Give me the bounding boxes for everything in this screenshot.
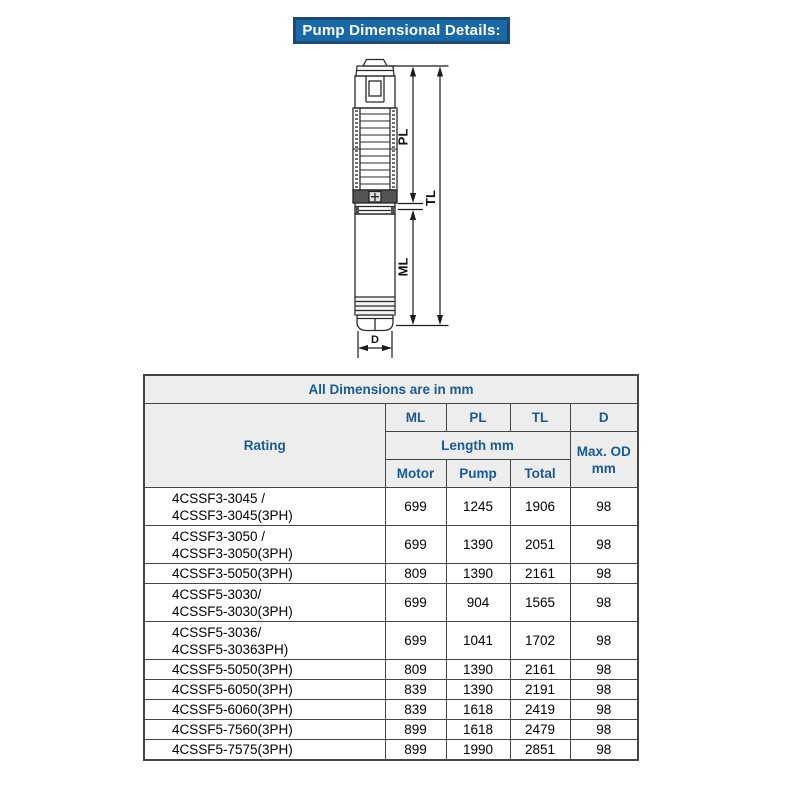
- ml-value: 839: [385, 700, 446, 720]
- table-row: [144, 740, 638, 761]
- length-mm-header: Length mm: [385, 432, 570, 460]
- table-row: [144, 564, 638, 584]
- d-value: 98: [570, 740, 638, 761]
- table-row: [144, 584, 638, 622]
- ml-value: 699: [385, 584, 446, 622]
- pl-value: 1990: [446, 740, 510, 761]
- table-row: [144, 660, 638, 680]
- ml-value: 899: [385, 740, 446, 761]
- motor-header: Motor: [385, 460, 446, 488]
- d-value: 98: [570, 488, 638, 526]
- ml-value: 699: [385, 526, 446, 564]
- pl-value: 1245: [446, 488, 510, 526]
- tl-value: 1906: [510, 488, 570, 526]
- rating-cell: 4CSSF5-5050(3PH): [144, 660, 385, 680]
- page-title: Pump Dimensional Details:: [293, 17, 510, 44]
- dimensions-table: [143, 374, 639, 761]
- tl-value: 2479: [510, 720, 570, 740]
- table-row: [144, 700, 638, 720]
- pl-value: 904: [446, 584, 510, 622]
- ml-value: 899: [385, 720, 446, 740]
- rating-cell: 4CSSF5-7560(3PH): [144, 720, 385, 740]
- rating-cell: 4CSSF5-6050(3PH): [144, 680, 385, 700]
- pl-value: 1390: [446, 660, 510, 680]
- d-value: 98: [570, 564, 638, 584]
- col-ml-header: ML: [385, 404, 446, 432]
- table-row: [144, 622, 638, 660]
- ml-value: 699: [385, 622, 446, 660]
- tl-value: 1565: [510, 584, 570, 622]
- d-value: 98: [570, 680, 638, 700]
- tl-value: 2191: [510, 680, 570, 700]
- d-value: 98: [570, 700, 638, 720]
- table-row: [144, 526, 638, 564]
- d-value: 98: [570, 720, 638, 740]
- table-row: [144, 488, 638, 526]
- pl-value: 1390: [446, 564, 510, 584]
- col-pl-header: PL: [446, 404, 510, 432]
- tl-value: 2161: [510, 660, 570, 680]
- ml-value: 839: [385, 680, 446, 700]
- rating-cell: 4CSSF3-3045 / 4CSSF3-3045(3PH): [144, 488, 385, 526]
- pump-header: Pump: [446, 460, 510, 488]
- rating-header: Rating: [144, 404, 385, 488]
- tl-value: 1702: [510, 622, 570, 660]
- pl-value: 1618: [446, 720, 510, 740]
- pl-value: 1390: [446, 526, 510, 564]
- caption-row: [144, 375, 638, 404]
- ml-value: 809: [385, 564, 446, 584]
- pump-diagram: [330, 52, 470, 370]
- rating-cell: 4CSSF5-6060(3PH): [144, 700, 385, 720]
- pl-value: 1618: [446, 700, 510, 720]
- pl-dimension-label: PL: [395, 128, 411, 146]
- pump-outline: [353, 60, 397, 331]
- rating-cell: 4CSSF5-3030/ 4CSSF5-3030(3PH): [144, 584, 385, 622]
- d-value: 98: [570, 526, 638, 564]
- tl-value: 2161: [510, 564, 570, 584]
- pl-value: 1041: [446, 622, 510, 660]
- column-header-row: [144, 404, 638, 432]
- rating-cell: 4CSSF3-5050(3PH): [144, 564, 385, 584]
- tl-dimension-label: TL: [422, 190, 438, 206]
- table-row: [144, 680, 638, 700]
- ml-dimension-label: ML: [395, 257, 411, 277]
- rating-cell: 4CSSF5-7575(3PH): [144, 740, 385, 761]
- rating-cell: 4CSSF3-3050 / 4CSSF3-3050(3PH): [144, 526, 385, 564]
- ml-value: 809: [385, 660, 446, 680]
- rating-cell: 4CSSF5-3036/ 4CSSF5-30363PH): [144, 622, 385, 660]
- table-row: [144, 720, 638, 740]
- col-d-header: D: [570, 404, 638, 432]
- max-od-header: Max. OD mm: [570, 432, 638, 488]
- d-value: 98: [570, 622, 638, 660]
- tl-value: 2851: [510, 740, 570, 761]
- table-caption: All Dimensions are in mm: [144, 375, 638, 404]
- tl-value: 2051: [510, 526, 570, 564]
- d-value: 98: [570, 584, 638, 622]
- col-tl-header: TL: [510, 404, 570, 432]
- total-header: Total: [510, 460, 570, 488]
- d-value: 98: [570, 660, 638, 680]
- tl-value: 2419: [510, 700, 570, 720]
- d-dimension-label: D: [371, 334, 379, 346]
- ml-value: 699: [385, 488, 446, 526]
- pl-value: 1390: [446, 680, 510, 700]
